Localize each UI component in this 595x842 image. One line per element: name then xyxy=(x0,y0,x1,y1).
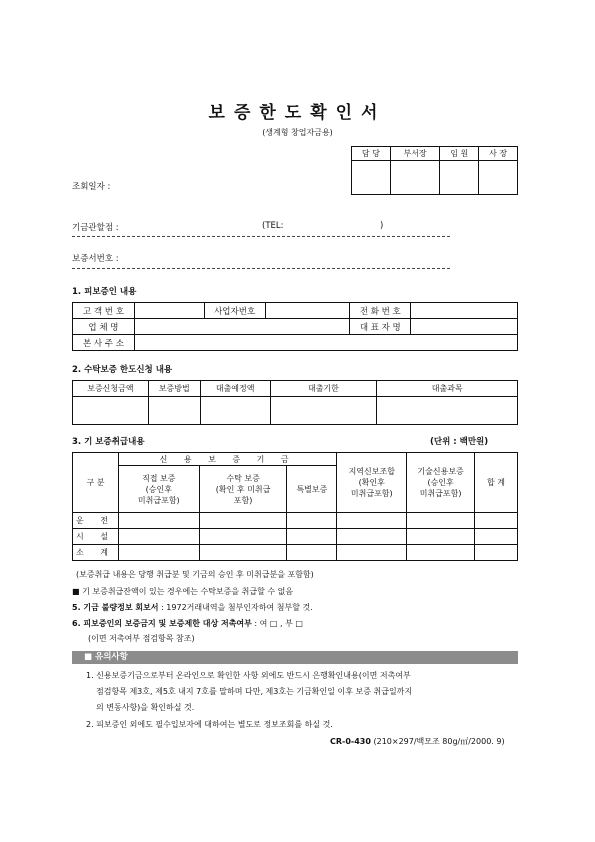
application-header-loan-term: 대출기한 xyxy=(270,381,377,397)
header-trust-line: 수탁 보증 xyxy=(226,473,260,483)
header-direct xyxy=(118,466,199,513)
table-cell[interactable] xyxy=(407,513,475,529)
header-regional xyxy=(337,453,407,513)
approval-header-manager: 부서장 xyxy=(390,147,439,161)
note-bad-info-text: : 1972거래내역을 첨부인자하여 첨부할 것. xyxy=(161,603,313,612)
application-header-loan-amount: 대출예정액 xyxy=(200,381,270,397)
tel-close: ) xyxy=(380,221,384,231)
table-cell[interactable] xyxy=(287,529,337,545)
company-field[interactable] xyxy=(134,319,350,335)
remark-item-1-cont: 점검항목 제3호, 제5호 내지 7호를 말하며 다만, 제3호는 기금확인일 이후 보증 취급일까지 xyxy=(96,687,413,696)
unit-label: (단위 : 백만원) xyxy=(430,437,489,447)
note-balance: ■ 기 보증취급잔액이 있는 경우에는 수탁보증을 취급할 수 없음 xyxy=(72,587,294,596)
guarantee-history-table xyxy=(72,452,518,561)
ceo-label: 대 표 자 명 xyxy=(350,319,411,335)
table-cell[interactable] xyxy=(199,513,287,529)
table-cell[interactable] xyxy=(287,513,337,529)
table-cell[interactable] xyxy=(475,529,518,545)
company-label: 업 체 명 xyxy=(73,319,135,335)
application-amount-field[interactable] xyxy=(73,397,149,425)
form-spec: (210×297/백모조 80g/㎡/2000. 9) xyxy=(373,737,505,746)
header-regional-line: 미취급포함) xyxy=(350,489,393,498)
header-gubun: 구 분 xyxy=(73,453,119,513)
page-subtitle: (생계형 창업자금용) xyxy=(262,128,333,137)
note-inclusion: (보증취급 내용은 당행 취급분 및 기금의 승인 후 미취급분을 포함함) xyxy=(76,570,314,579)
table-cell[interactable] xyxy=(118,529,199,545)
table-cell[interactable] xyxy=(199,529,287,545)
customer-no-field[interactable] xyxy=(134,303,204,319)
phone-field[interactable] xyxy=(411,303,518,319)
table-cell[interactable] xyxy=(475,513,518,529)
page-title: 보증한도확인서 xyxy=(208,103,387,123)
note-bad-info xyxy=(72,602,313,613)
application-header-loan-type: 대출과목 xyxy=(377,381,518,397)
table-cell[interactable] xyxy=(118,545,199,561)
divider-line xyxy=(72,236,450,237)
header-direct-line: 직접 보증 xyxy=(142,473,176,483)
approval-table xyxy=(351,146,518,195)
application-header-method: 보증방법 xyxy=(148,381,200,397)
approval-header-staff: 담 당 xyxy=(352,147,391,161)
section2-title: 2. 수탁보증 한도신청 내용 xyxy=(72,365,173,375)
header-trust xyxy=(199,466,287,513)
header-fund: 신 용 보 증 기 금 xyxy=(118,453,336,466)
table-cell[interactable] xyxy=(407,529,475,545)
approval-header-president: 사 장 xyxy=(479,147,518,161)
approval-sign-executive[interactable] xyxy=(440,161,479,195)
header-tech xyxy=(407,453,475,513)
guarantee-no-label: 보증서번호 : xyxy=(72,254,119,264)
tel-label: (TEL: xyxy=(262,221,284,231)
remark-item-1: 1. 신용보증기금으로부터 온라인으로 확인한 사항 외에도 반드시 은행확인내용(이면 저촉여부 xyxy=(86,671,411,680)
borrower-table xyxy=(72,302,518,351)
header-regional-line: (확인후 xyxy=(358,478,385,487)
table-cell[interactable] xyxy=(118,513,199,529)
table-cell[interactable] xyxy=(337,529,407,545)
application-table xyxy=(72,380,518,425)
remark-item-2: 2. 피보증인 외에도 필수입보자에 대하여는 별도로 정보조회를 하실 것. xyxy=(86,720,333,729)
header-direct-line: 미취급포함) xyxy=(137,495,180,505)
form-code xyxy=(330,736,505,747)
address-label: 본 사 주 소 xyxy=(73,335,135,351)
form-code-id: CR-0-430 xyxy=(330,737,371,746)
header-regional-line: 지역신보조합 xyxy=(348,467,395,476)
table-cell[interactable] xyxy=(199,545,287,561)
header-special: 특별보증 xyxy=(287,466,337,513)
customer-no-label: 고 객 번 호 xyxy=(73,303,135,319)
application-loan-type-field[interactable] xyxy=(377,397,518,425)
table-cell[interactable] xyxy=(287,545,337,561)
branch-label: 기금관할점 : xyxy=(72,223,119,233)
header-tech-line: 기술신용보증 xyxy=(417,467,464,476)
header-trust-line: 포함) xyxy=(233,495,253,505)
table-cell[interactable] xyxy=(337,545,407,561)
header-trust-line: (확인 후 미취급 xyxy=(215,484,271,494)
approval-sign-manager[interactable] xyxy=(390,161,439,195)
table-cell[interactable] xyxy=(407,545,475,561)
application-loan-amount-field[interactable] xyxy=(200,397,270,425)
section1-title: 1. 피보증인 내용 xyxy=(72,287,137,297)
approval-sign-staff[interactable] xyxy=(352,161,391,195)
approval-header-executive: 임 원 xyxy=(440,147,479,161)
header-tech-line: 미취급포함) xyxy=(419,489,462,498)
note-restriction xyxy=(72,618,303,629)
phone-label: 전 화 번 호 xyxy=(350,303,411,319)
header-total: 합 계 xyxy=(475,453,518,513)
inquiry-date-label: 조회일자 : xyxy=(72,182,111,192)
note-restriction-checkboxes[interactable]: : 여 □ , 부 □ xyxy=(254,619,303,628)
row-subtotal-label: 소 계 xyxy=(73,545,119,561)
row-operating-label: 운 전 xyxy=(73,513,119,529)
business-no-label: 사업자번호 xyxy=(204,303,265,319)
approval-sign-president[interactable] xyxy=(479,161,518,195)
table-cell[interactable] xyxy=(337,513,407,529)
row-facility-label: 시 설 xyxy=(73,529,119,545)
remark-item-1-cont: 의 변동사항)을 확인하실 것. xyxy=(96,703,195,712)
application-method-field[interactable] xyxy=(148,397,200,425)
note-restriction-ref: (이면 저촉여부 점검항목 참조) xyxy=(88,634,195,643)
table-cell[interactable] xyxy=(475,545,518,561)
header-tech-line: (승인후 xyxy=(427,478,454,487)
header-direct-line: (승인후 xyxy=(145,484,172,494)
remarks-header: ■ 유의사항 xyxy=(72,651,518,664)
application-header-amount: 보증신청금액 xyxy=(73,381,149,397)
divider-line xyxy=(72,268,450,269)
section3-title: 3. 기 보증취급내용 xyxy=(72,437,145,447)
business-no-field[interactable] xyxy=(265,303,350,319)
ceo-field[interactable] xyxy=(411,319,518,335)
application-loan-term-field[interactable] xyxy=(270,397,377,425)
note-restriction-label: 6. 피보증인의 보증금지 및 보증제한 대상 저촉여부 xyxy=(72,619,252,628)
note-bad-info-label: 5. 기금 불량정보 회보서 xyxy=(72,603,159,612)
address-field[interactable] xyxy=(134,335,517,351)
